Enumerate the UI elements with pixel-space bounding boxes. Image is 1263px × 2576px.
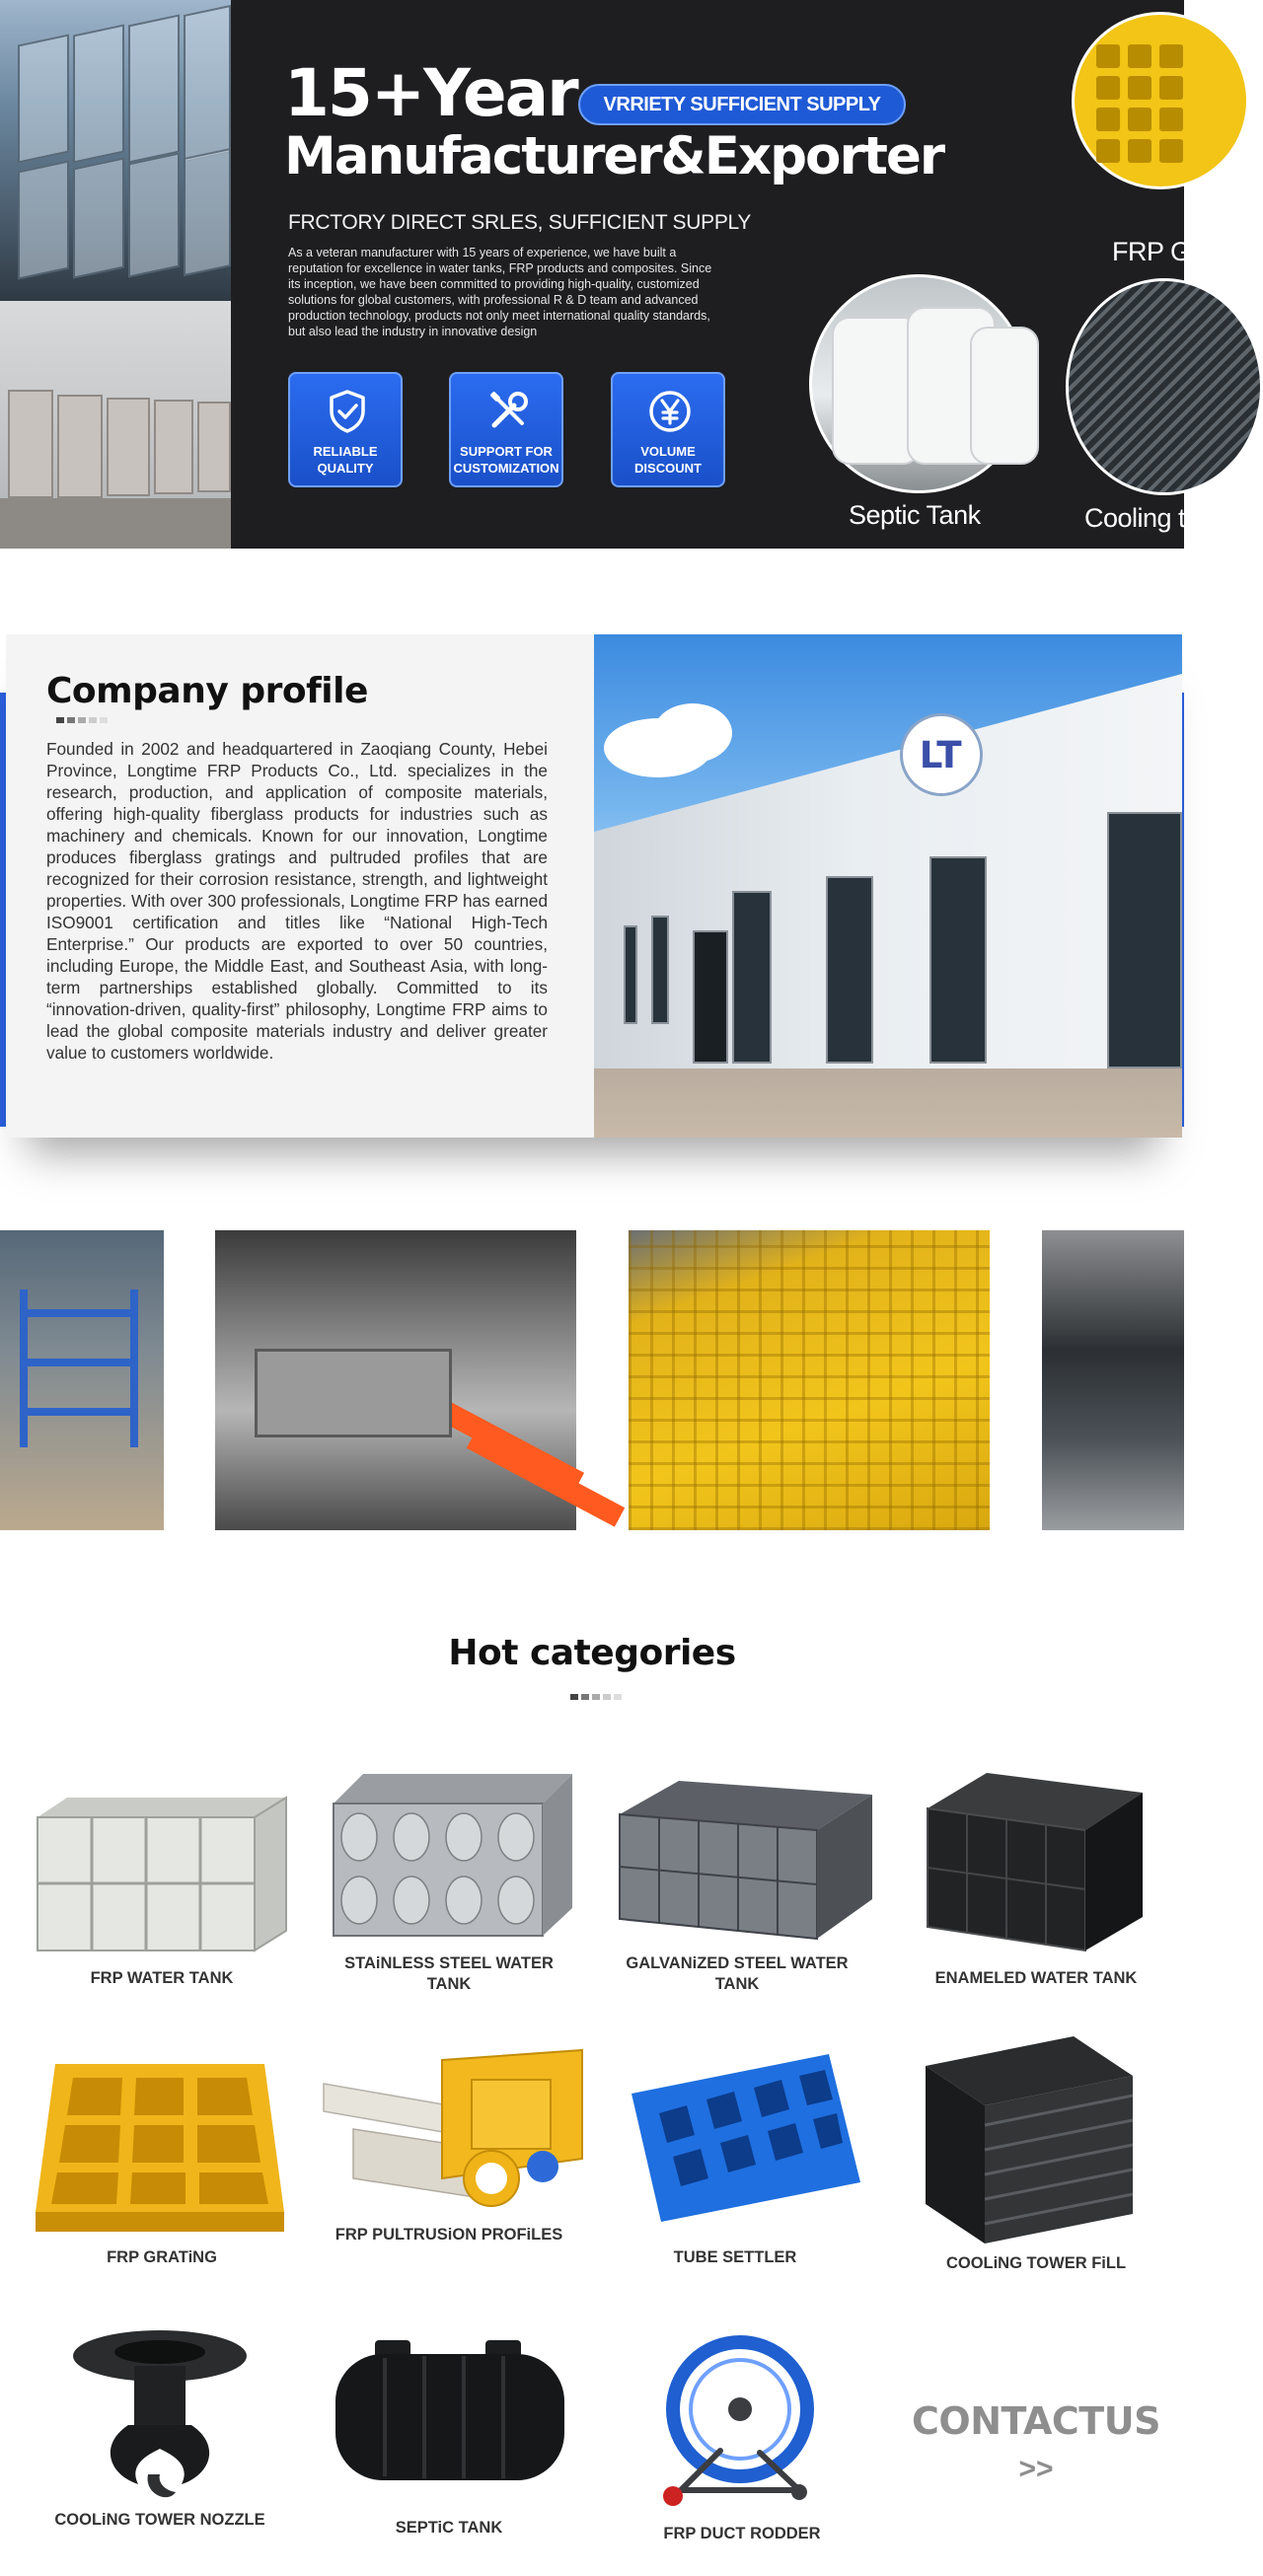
yellow-grating-production-photo bbox=[629, 1230, 990, 1530]
category-label: SEPTiC TANK bbox=[395, 2519, 503, 2537]
steel-tank-photo bbox=[0, 0, 231, 301]
category-label: GALVANiZED STEEL WATER TANK bbox=[626, 1954, 849, 1993]
cooling-fill-circle-photo bbox=[1066, 278, 1263, 495]
enameled-water-tank-image bbox=[928, 1769, 1143, 1952]
tools-icon bbox=[484, 388, 532, 435]
hero-photo-column bbox=[0, 0, 231, 549]
circle-caption-cooling: Cooling t bbox=[1084, 503, 1186, 533]
septic-tank-circle-photo bbox=[809, 274, 1028, 493]
shield-check-icon bbox=[324, 388, 371, 435]
title-underline-dots bbox=[570, 1694, 622, 1700]
circle-caption-septic-tank: Septic Tank bbox=[849, 500, 981, 530]
profile-description: Founded in 2002 and headquartered in Zaoqiang County, Hebei Province, Longtime FRP Products Co., Ltd. specializes in the research, production, and application of composite materials, offering high-quality fiberglass products for industries such as machinery and chemicals. Known for our innovation, Longtime produces fiberglass gratings and pultruded profiles that are recognized for their corrosion resistance, strength, and lightweight properties. With over 300 professionals, Longtime FRP has earned ISO9001 certification and titles like “National High-Tech Enterprise.” Our products are exported to over 50 countries, including Europe, the Middle East, and Southeast Asia, with long-term partnerships established globally. Committed to its “innovation-driven, quality-first” philosophy, Longtime FRP aims to lead the global composite materials industry and deliver greater value to customers worldwide. bbox=[46, 739, 548, 1063]
tube-settler-image bbox=[632, 2054, 860, 2222]
badge-reliable-quality bbox=[288, 372, 403, 487]
hero-title-manufacturer: Manufacturer&Exporter bbox=[284, 126, 944, 186]
badge-volume-discount bbox=[611, 372, 725, 487]
badge-label: SUPPORT FOR CUSTOMIZATION bbox=[453, 444, 559, 476]
hero-subtitle: FRCTORY DIRECT SRLES, SUFFICIENT SUPPLY bbox=[288, 211, 752, 234]
category-label: FRP GRATiNG bbox=[107, 2248, 217, 2266]
factory-building-photo bbox=[594, 634, 1182, 1138]
frp-grating-image bbox=[36, 2064, 284, 2232]
hot-categories-title: Hot categories bbox=[448, 1633, 736, 1673]
circle-caption-frp-grating: FRP Gr bbox=[1112, 237, 1200, 266]
category-label: FRP WATER TANK bbox=[90, 1969, 234, 1987]
cooling-tower-nozzle-image bbox=[69, 2326, 251, 2506]
frp-water-tank-image bbox=[28, 1788, 296, 1955]
pultrusion-profiles-image bbox=[324, 2050, 582, 2214]
workshop-photo-racks bbox=[0, 1230, 164, 1530]
category-label: FRP DUCT RODDER bbox=[663, 2525, 821, 2542]
category-label: COOLiNG TOWER NOZZLE bbox=[54, 2511, 265, 2529]
category-label: TUBE SETTLER bbox=[673, 2248, 797, 2266]
hero-banner bbox=[0, 0, 1200, 549]
septic-tank-image bbox=[335, 2336, 564, 2484]
category-label: STAiNLESS STEEL WATER TANK bbox=[344, 1954, 554, 1993]
cooling-tower-fill-image bbox=[926, 2036, 1133, 2244]
frp-grating-circle-photo bbox=[1072, 12, 1249, 189]
hero-title-years: 15+Year bbox=[284, 55, 577, 131]
yen-coin-icon bbox=[646, 388, 694, 435]
badge-customization bbox=[449, 372, 563, 487]
supply-pill: VRRIETY SUFFICIENT SUPPLY bbox=[578, 84, 906, 125]
company-logo-mark bbox=[900, 713, 983, 796]
title-underline-dots bbox=[56, 717, 108, 723]
contact-arrow-icon[interactable]: >> bbox=[1018, 2453, 1054, 2485]
stainless-steel-tank-image bbox=[334, 1764, 572, 1938]
category-label: FRP PULTRUSiON PROFiLES bbox=[334, 2226, 563, 2244]
badge-label: VOLUME DISCOUNT bbox=[634, 444, 702, 476]
frp-duct-rodder-image bbox=[651, 2332, 809, 2510]
category-label: COOLiNG TOWER FiLL bbox=[945, 2254, 1127, 2272]
badge-label: RELIABLE QUALITY bbox=[313, 444, 378, 476]
galvanized-steel-tank-image bbox=[620, 1771, 872, 1941]
svg-text:LT: LT bbox=[919, 734, 962, 776]
cooling-fill-machine-photo bbox=[1042, 1230, 1184, 1530]
warehouse-tanks-photo bbox=[0, 301, 231, 549]
category-label: ENAMELED WATER TANK bbox=[934, 1969, 1138, 1987]
pultrusion-machine-photo bbox=[215, 1230, 576, 1530]
contact-us-link[interactable]: CONTACTUS bbox=[912, 2399, 1160, 2443]
profile-title: Company profile bbox=[46, 671, 368, 711]
hero-description: As a veteran manufacturer with 15 years of experience, we have built a reputation for excellence in water tanks, FRP products and composites. Since its inception, we have been committed to providing high-quality, customized solutions for global customers, with professional R & D team and advanced production technology, products not only meet international quality standards, but also lead the industry in innovative design bbox=[288, 246, 712, 338]
